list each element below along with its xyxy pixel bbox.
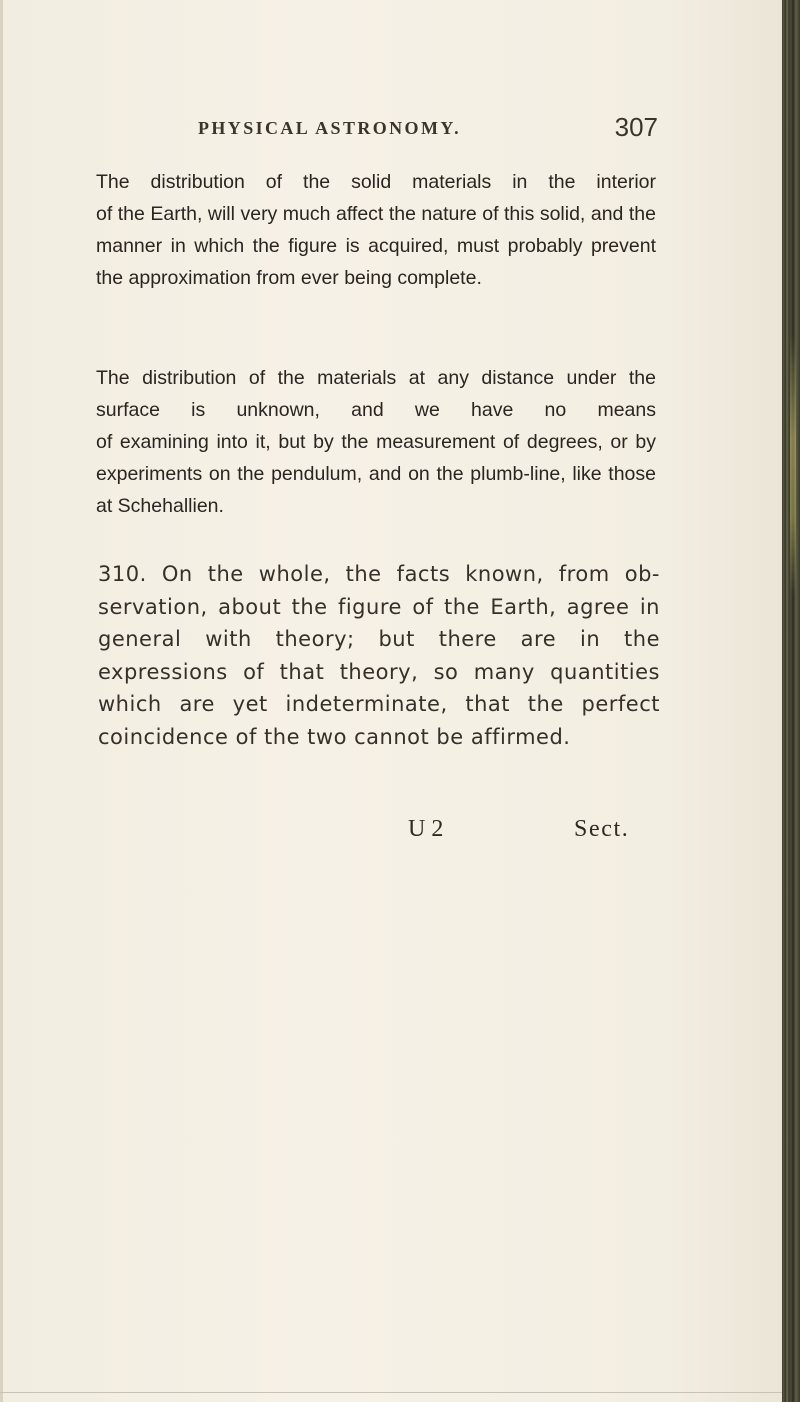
- page-bottom-edge: [0, 1392, 782, 1393]
- paragraph-text: of the Earth, will very much affect the nature of this solid, and the manner in which the figure is acquired, must probably prevent the approximation from ever being complete.: [96, 203, 656, 289]
- book-spine: [782, 0, 800, 1402]
- paragraph-line: 310. On the whole, the facts known, from ob-: [98, 562, 660, 586]
- catchword: Sect.: [574, 816, 630, 842]
- page-number: 307: [614, 112, 658, 142]
- spine-highlight: [790, 335, 796, 595]
- page-left-edge: [0, 0, 3, 1402]
- paragraph-text: servation, about the figure of the Earth, agree in general with theory; but there are in the expressions of that theory, so many quantities which are yet indeterminate, that the perfect coincidence of the two cannot be affirmed.: [98, 594, 660, 749]
- signature-mark: U 2: [408, 816, 444, 842]
- page-header: [198, 112, 658, 158]
- paragraph-section-310: [98, 558, 660, 754]
- paragraph-distribution-interior: [96, 166, 656, 294]
- paragraph-line: The distribution of the solid materials in the interior: [96, 171, 656, 193]
- paragraph-distribution-surface: [96, 362, 656, 522]
- paragraph-line: The distribution of the materials at any distance under the surface is unknown, and we have no means: [96, 367, 656, 421]
- running-head: PHYSICAL ASTRONOMY.: [198, 118, 461, 138]
- paragraph-text: of examining into it, but by the measurement of degrees, or by experiments on the pendulum, and on the plumb-line, like those at Schehallien.: [96, 431, 656, 517]
